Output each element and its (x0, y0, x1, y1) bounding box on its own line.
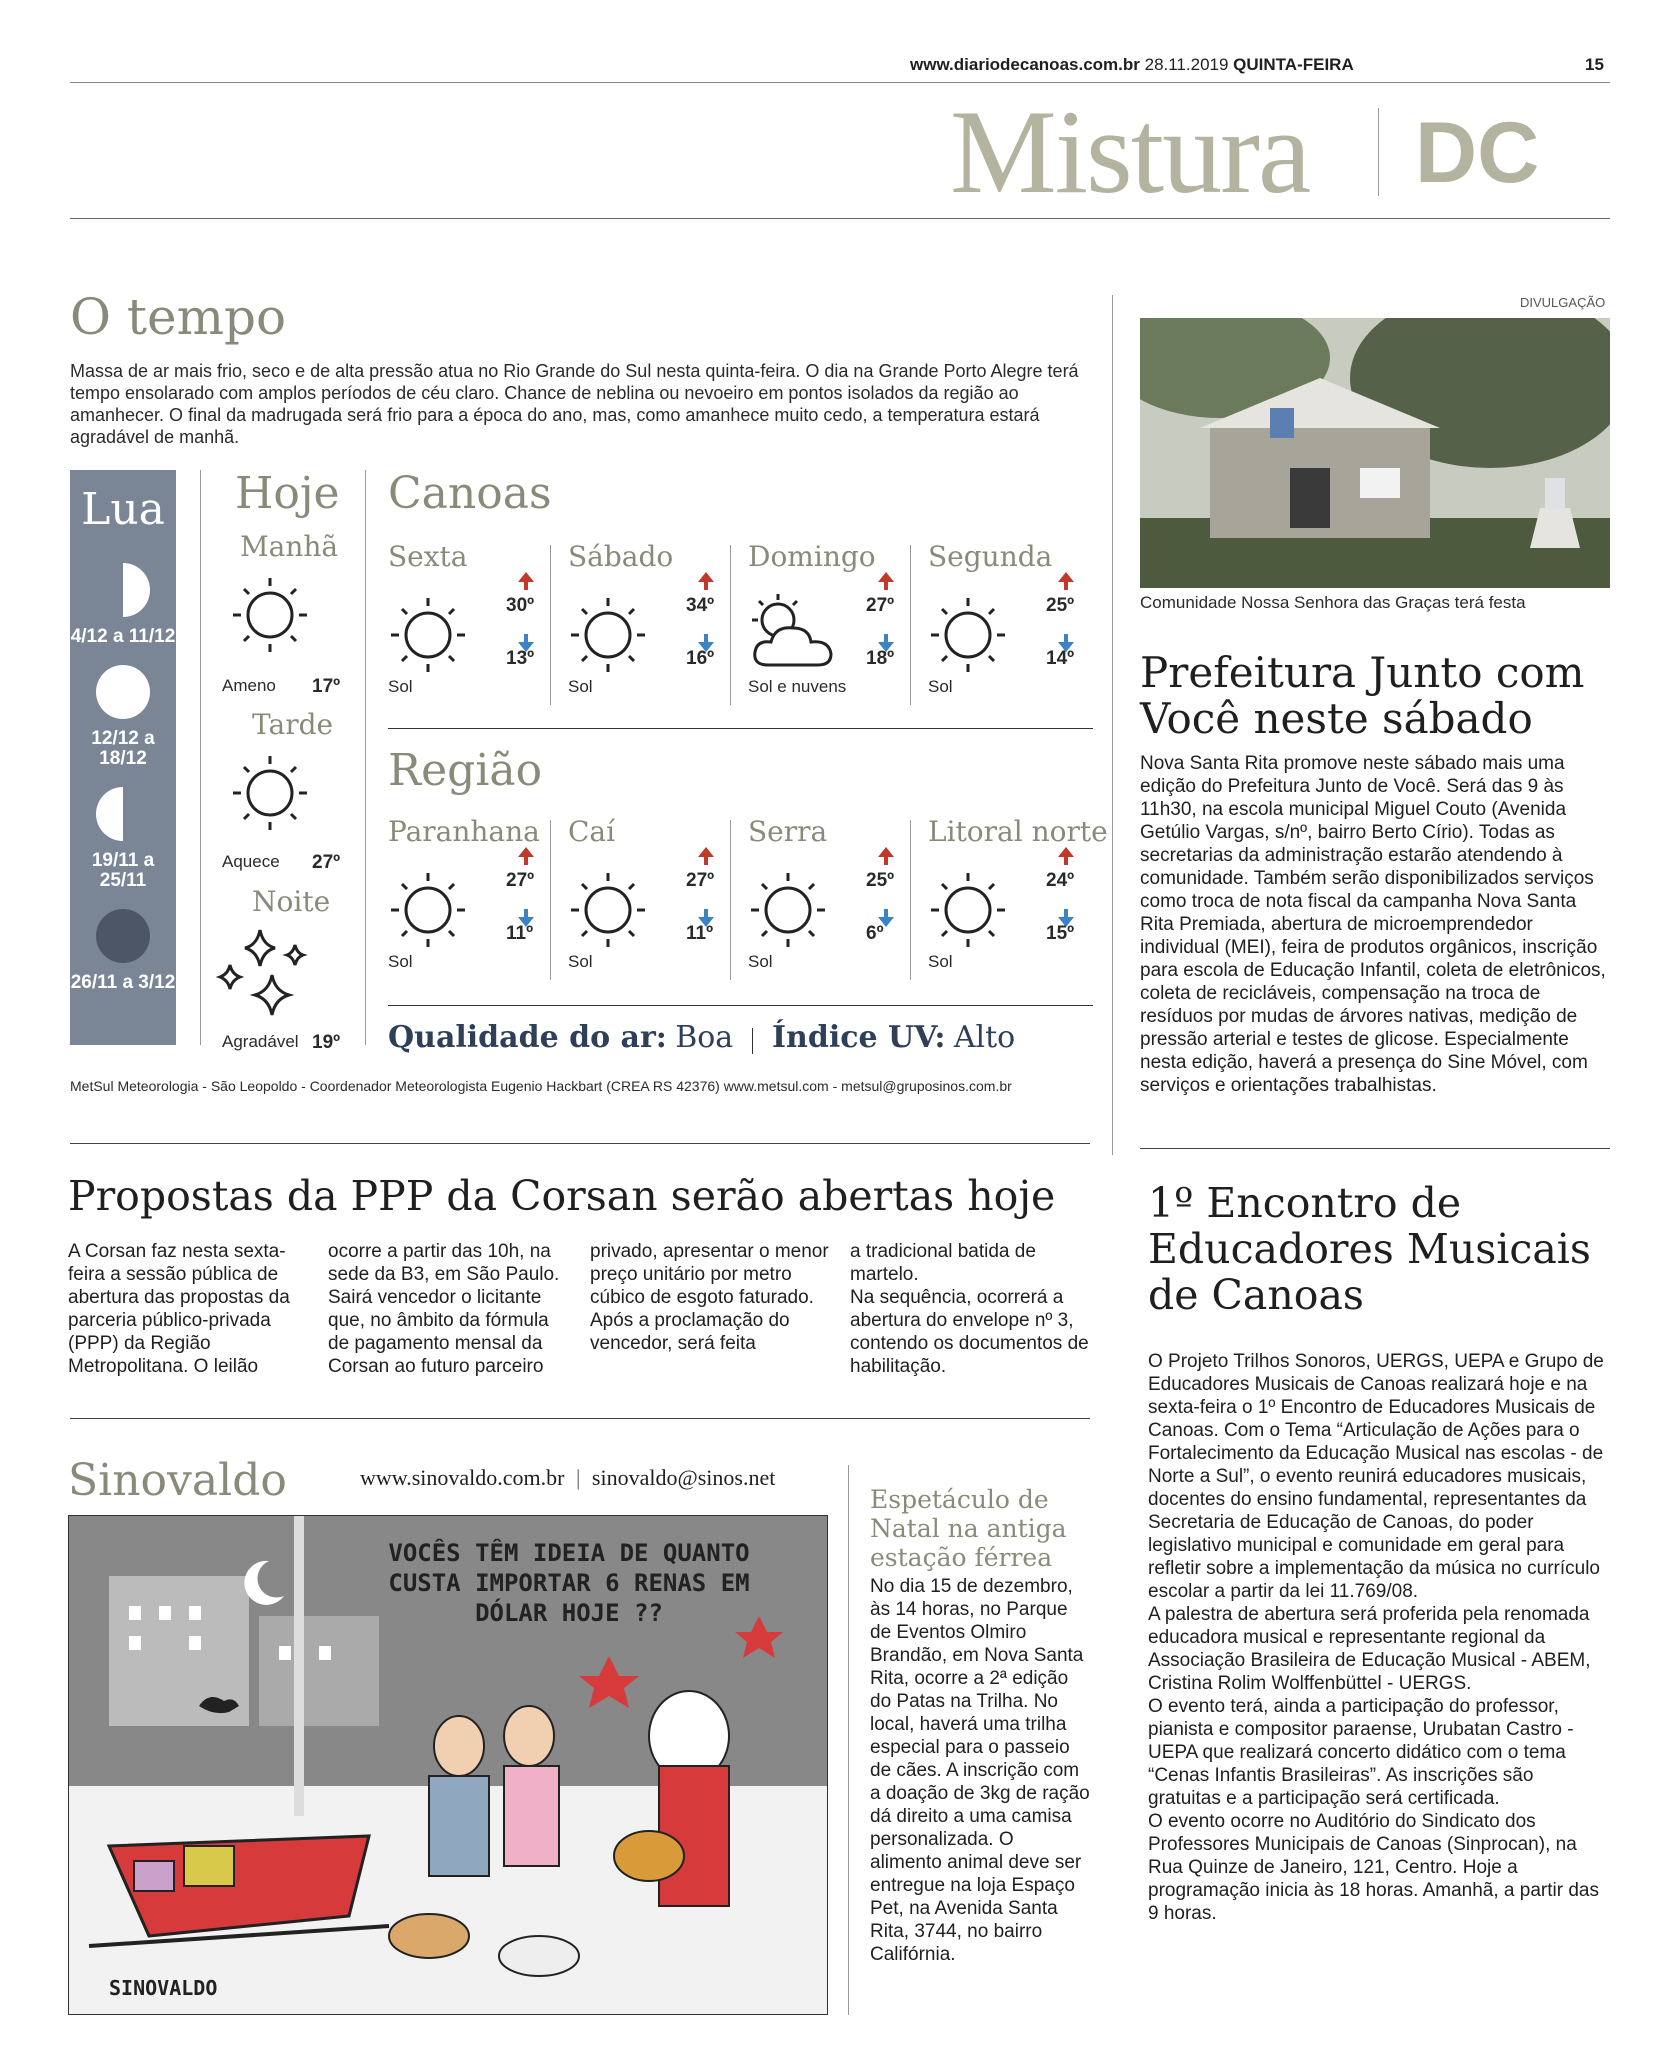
forecast-label: Segunda (928, 540, 1053, 573)
max-temp-arrow-icon (518, 847, 534, 857)
header-date: 28.11.2019 (1144, 55, 1229, 74)
forecast-desc: Sol e nuvens (748, 677, 847, 696)
moon-phase-label: 12/12 a 18/12 (91, 728, 155, 769)
corsan-col-2: ocorre a partir das 10h, na sede da B3, em São Paulo. Sairá vencedor o licitante que, no âmbito da fórmula de pagamento mensal da Corsan ao futuro parceiro (328, 1241, 560, 1377)
period-desc: Agradável (222, 1032, 299, 1051)
brand-logo: DC (1415, 105, 1540, 201)
uv-index-value: Alto (953, 1020, 1016, 1055)
forecast-desc: Sol (568, 677, 593, 696)
corsan-col-4: a tradicional batida de martelo. Na sequência, ocorrerá a abertura do envelope nº 3, contendo os documentos de habilitação. (850, 1241, 1089, 1377)
cartoon-speech: VOCÊS TÊM IDEIA DE QUANTO CUSTA IMPORTAR 6 RENAS EM DÓLAR HOJE ?? (388, 1539, 750, 1627)
sun-icon (563, 865, 653, 960)
max-temp-arrow-icon (1058, 572, 1074, 582)
church-photo-drawing (1140, 318, 1610, 588)
period-desc: Aquece (222, 852, 280, 871)
min-temp: 14º (1046, 648, 1075, 669)
column-divider (550, 820, 551, 980)
sun-icon (225, 570, 315, 660)
air-quality (388, 1020, 733, 1055)
max-temp-arrow-icon (1058, 847, 1074, 857)
stars-icon (215, 925, 315, 1025)
period-desc: Ameno (222, 676, 276, 695)
moon-panel (70, 470, 176, 1045)
max-temp-arrow-icon (698, 572, 714, 582)
column-divider (550, 545, 551, 705)
section-title: Mistura (950, 85, 1310, 218)
moon-phase-label: 19/11 a 25/11 (91, 850, 155, 891)
sinovaldo-email-link[interactable]: sinovaldo@sinos.net (591, 1465, 776, 1490)
forecast-label: Paranhana (388, 815, 540, 848)
sun-cloud-icon (743, 590, 843, 685)
uv-index-label: Índice UV: (772, 1020, 946, 1055)
forecast-label: Serra (748, 815, 828, 848)
min-temp: 6º (866, 923, 884, 944)
period-name: Manhã (240, 530, 339, 563)
cartoon-signature: SINOVALDO (109, 1976, 218, 2000)
region-title: Região (388, 745, 543, 796)
column-divider (730, 820, 731, 980)
photo-credit: DIVULGAÇÃO (1520, 295, 1606, 310)
sun-icon (563, 590, 653, 685)
weather-title: O tempo (70, 288, 287, 346)
min-temp: 15º (1046, 923, 1075, 944)
header-info (910, 55, 1610, 75)
min-temp: 18º (866, 648, 895, 669)
forecast-desc: Sol (748, 952, 773, 971)
max-temp: 25º (866, 870, 895, 891)
forecast-label: Caí (568, 815, 616, 848)
column-divider (910, 820, 911, 980)
air-quality-label: Qualidade do ar: (388, 1020, 667, 1055)
espetaculo-headline: Espetáculo de Natal na antiga estação férrea (870, 1485, 1067, 1572)
forecast-desc: Sol (928, 677, 953, 696)
period-name: Tarde (252, 708, 334, 741)
max-temp: 25º (1046, 595, 1075, 616)
forecast-label: Sábado (568, 540, 674, 573)
max-temp-arrow-icon (698, 847, 714, 857)
period-name: Noite (252, 885, 331, 918)
moon-phase-label: 26/11 a 3/12 (70, 972, 176, 993)
max-temp: 27º (506, 870, 535, 891)
forecast-label: Sexta (388, 540, 468, 573)
weather-credit: MetSul Meteorologia - São Leopoldo - Coordenador Meteorologista Eugenio Hackbart (CREA RS 42376) www.metsul.com - metsul@gruposinos.com.br (70, 1078, 1012, 1094)
min-temp: 11º (506, 923, 534, 944)
page-number: 15 (1585, 55, 1604, 74)
period-temp: 27º (312, 852, 341, 873)
corsan-headline: Propostas da PPP da Corsan serão abertas hoje (68, 1172, 1056, 1220)
community-photo (1140, 318, 1610, 588)
min-temp: 13º (506, 648, 535, 669)
max-temp-arrow-icon (878, 847, 894, 857)
sun-icon (923, 865, 1013, 960)
forecast-desc: Sol (388, 677, 413, 696)
period-temp: 17º (312, 676, 341, 697)
max-temp: 30º (506, 595, 535, 616)
column-divider (910, 545, 911, 705)
min-temp: 16º (686, 648, 715, 669)
espetaculo-body: No dia 15 de dezembro, às 14 horas, no Parque de Eventos Olmiro Brandão, em Nova Santa Rita, ocorre a 2ª edição do Patas na Trilha. No local, haverá uma trilha especial para o passeio de cães. A inscrição com a doação de 3kg de ração dá direito a uma camisa personalizada. O alimento animal deve ser entregue na loja Espaço Pet, na Avenida Santa Rita, 3744, no bairro Califórnia. (870, 1576, 1090, 1965)
new-moon-icon (96, 909, 150, 963)
air-quality-value: Boa (675, 1020, 734, 1055)
max-temp-arrow-icon (878, 572, 894, 582)
encontro-body: O Projeto Trilhos Sonoros, UERGS, UEPA e Grupo de Educadores Musicais de Canoas realizará hoje e na sexta-feira o 1º Encontro de Educadores Musicais de Canoas. Com o Tema “Articulação de Ações para o Fortalecimento da Educação Musical nas escolas - de Norte a Sul”, o evento reunirá educadores musicais, docentes do ensino fundamental, representantes da Secretaria de Educação de Canoas, do poder legislativo municipal e comunidade em geral para refletir sobre a implementação da música no currículo escolar a partir da lei 11.769/08. A palestra de abertura será proferida pela renomada educadora musical e representante regional da Associação Brasileira de Educação Musical - ABEM, Cristina Rolim Wolffenbüttel - UERGS. O evento terá, ainda a participação do professor, pianista e compositor paraense, Urubatan Castro - UEPA que realizará concerto didático com o tema “Cenas Infantis Brasileiras”. As inscrições são gratuitas e a participação será certificada. O evento ocorre no Auditório do Sindicato dos Professores Municipais de Canoas (Sinprocan), na Rua Quinze de Janeiro, 121, Centro. Hoje a programação inicia às 18 horas. Amanhã, a partir das 9 horas. (1148, 1351, 1604, 1924)
header-weekday: QUINTA-FEIRA (1233, 55, 1354, 74)
prefeitura-headline: Prefeitura Junto com Você neste sábado (1140, 648, 1585, 743)
corsan-col-3: privado, apresentar o menor preço unitário por metro cúbico de esgoto faturado. Após a proclamação do vencedor, será feita (590, 1241, 829, 1354)
sun-icon (743, 865, 833, 960)
sinovaldo-site-link[interactable]: www.sinovaldo.com.br (360, 1465, 565, 1490)
forecast-desc: Sol (568, 952, 593, 971)
sun-icon (225, 748, 315, 838)
max-temp: 24º (1046, 870, 1075, 891)
crescent-moon-icon (96, 563, 150, 617)
full-moon-icon (96, 665, 150, 719)
encontro-headline: 1º Encontro de Educadores Musicais de Canoas (1148, 1179, 1591, 1319)
sun-icon (383, 590, 473, 685)
max-temp: 27º (866, 595, 895, 616)
forecast-label: Litoral norte (928, 815, 1108, 848)
moon-phase-label: 4/12 a 11/12 (70, 626, 176, 647)
max-temp: 27º (686, 870, 715, 891)
max-temp-arrow-icon (518, 572, 534, 582)
forecast-label: Domingo (748, 540, 876, 573)
corsan-col-1: A Corsan faz nesta sexta-feira a sessão pública de abertura das propostas da parceria público-privada (PPP) da Região Metropolitana. O leilão (68, 1241, 290, 1377)
site-url[interactable]: www.diariodecanoas.com.br (910, 55, 1140, 74)
prefeitura-body: Nova Santa Rita promove neste sábado mais uma edição do Prefeitura Junto de Você. Será das 9 às 11h30, na escola municipal Miguel Couto (Avenida Getúlio Vargas, s/nº, bairro Berto Círio). Todas as secretarias da administração estarão atendendo à comunidade. Também serão disponibilizados serviços como troca de nota fiscal da campanha Nova Santa Rita Premiada, abertura de microemprendedor individual (MEI), feira de produtos orgânicos, inscrição para escola de Educação Infantil, coleta de eletrônicos, coleta de recicláveis, compensação na troca de resíduos por mudas de árvores nativas, medição de pressão arterial e testes de glicose. Especialmente nesta edição, haverá a presença do Sine Móvel, com serviços e orientações trabalhistas. (1140, 753, 1606, 1096)
sinovaldo-title: Sinovaldo (68, 1455, 287, 1506)
min-temp: 11º (686, 923, 714, 944)
today-title: Hoje (235, 468, 340, 519)
canoas-title: Canoas (388, 468, 552, 519)
sinovaldo-links: www.sinovaldo.com.br | sinovaldo@sinos.net (360, 1465, 776, 1490)
moon-title: Lua (81, 484, 165, 535)
photo-caption: Comunidade Nossa Senhora das Graças terá festa (1140, 593, 1526, 612)
forecast-desc: Sol (388, 952, 413, 971)
period-temp: 19º (312, 1032, 341, 1053)
column-divider (730, 545, 731, 705)
sun-icon (923, 590, 1013, 685)
waning-moon-icon (96, 787, 150, 841)
weather-intro: Massa de ar mais frio, seco e de alta pressão atua no Rio Grande do Sul nesta quinta-feira. O dia na Grande Porto Alegre terá tempo ensolarado com amplos períodos de céu claro. Chance de neblina ou nevoeiro em pontos isolados da região ao amanhecer. O final da madrugada será frio para a época do ano, mas, como amanhece muito cedo, a temperatura estará agradável de manhã. (70, 361, 1079, 447)
sun-icon (383, 865, 473, 960)
cartoon (68, 1515, 828, 2015)
uv-index (772, 1020, 1015, 1055)
forecast-desc: Sol (928, 952, 953, 971)
max-temp: 34º (686, 595, 715, 616)
